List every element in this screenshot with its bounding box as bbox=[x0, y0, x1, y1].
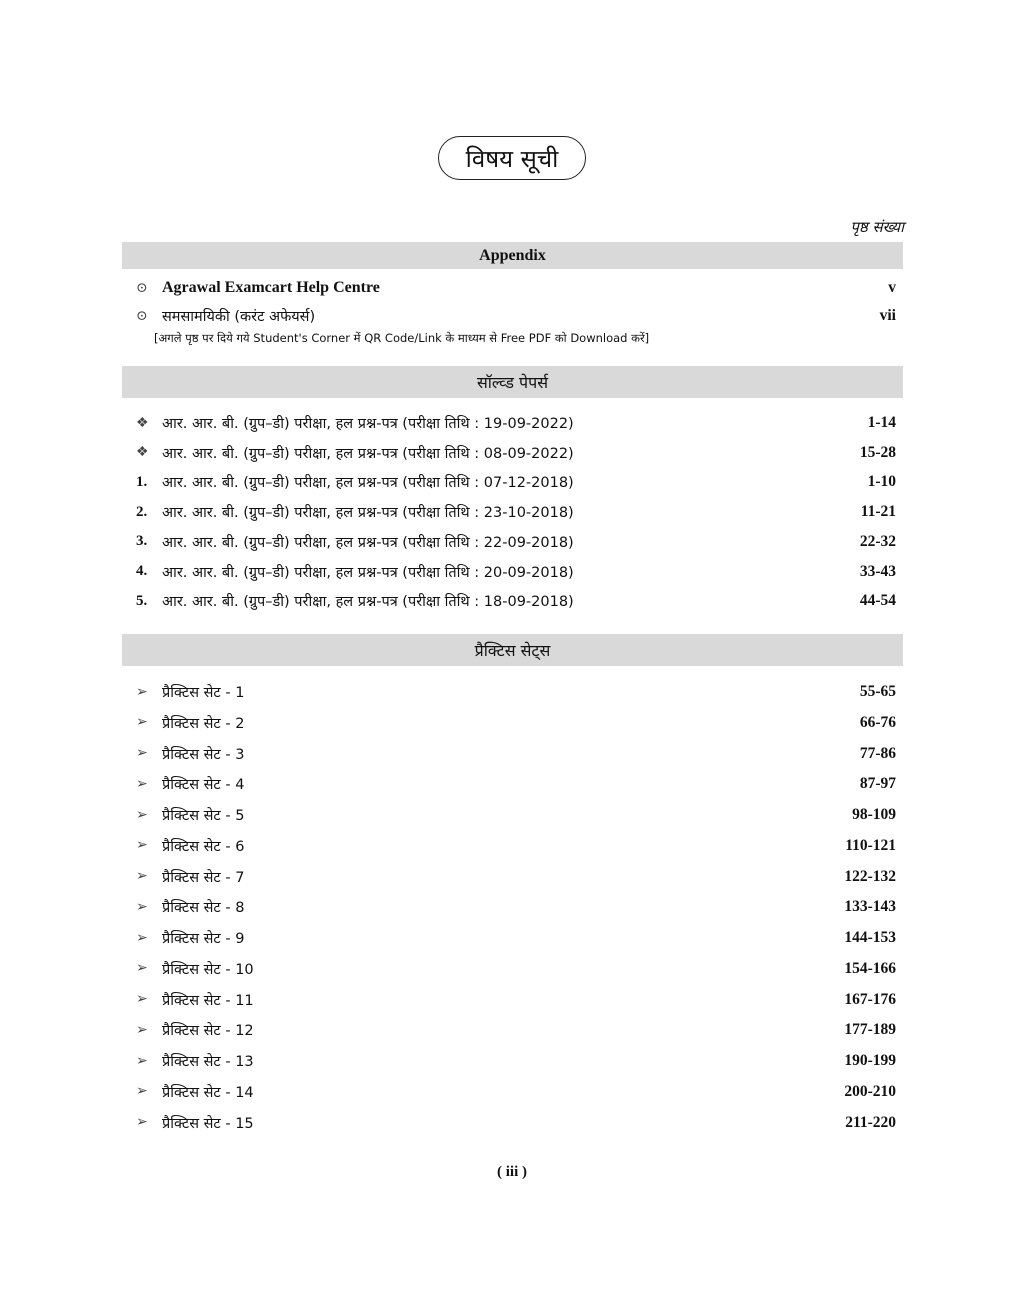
toc-row-appendix[interactable] bbox=[136, 276, 896, 300]
toc-row-solved-paper[interactable] bbox=[136, 589, 896, 613]
toc-row-practice-set[interactable] bbox=[136, 1111, 896, 1135]
toc-entry-label: आर. आर. बी. (ग्रुप–डी) परीक्षा, हल प्रश्न-पत्र (परीक्षा तिथि : 22-09-2018) bbox=[162, 534, 574, 551]
toc-entry-label: प्रैक्टिस सेट - 15 bbox=[162, 1115, 254, 1132]
item-number: 4. bbox=[136, 563, 148, 579]
diamond-bullet-icon: ❖ bbox=[136, 415, 149, 431]
toc-entry-page: 190-199 bbox=[844, 1052, 896, 1069]
toc-entry-label: प्रैक्टिस सेट - 6 bbox=[162, 838, 245, 855]
circle-dot-icon: ⊙ bbox=[136, 308, 148, 324]
page-number-footer: ( iii ) bbox=[497, 1164, 527, 1180]
toc-entry-label: प्रैक्टिस सेट - 14 bbox=[162, 1084, 254, 1101]
toc-row-practice-set[interactable] bbox=[136, 772, 896, 796]
item-number: 1. bbox=[136, 473, 148, 490]
toc-entry-page: 211-220 bbox=[845, 1113, 896, 1131]
toc-row-solved-paper[interactable] bbox=[136, 500, 896, 524]
toc-entry-label: प्रैक्टिस सेट - 1 bbox=[162, 685, 245, 701]
toc-entry-label: आर. आर. बी. (ग्रुप–डी) परीक्षा, हल प्रश्न-पत्र (परीक्षा तिथि : 19-09-2022) bbox=[162, 416, 574, 432]
toc-entry-label: प्रैक्टिस सेट - 3 bbox=[162, 746, 245, 763]
toc-row-practice-set[interactable] bbox=[136, 895, 896, 919]
arrowhead-bullet-icon: ➢ bbox=[136, 746, 148, 761]
page-title: विषय सूची bbox=[438, 136, 586, 180]
toc-entry-page: 77-86 bbox=[859, 744, 896, 762]
download-note: [अगले पृष्ठ पर दिये गये Student's Corner में QR Code/Link के माध्यम से Free PDF को Download करें] bbox=[154, 331, 650, 345]
toc-entry-label: आर. आर. बी. (ग्रुप–डी) परीक्षा, हल प्रश्न-पत्र (परीक्षा तिथि : 07-12-2018) bbox=[162, 475, 574, 492]
toc-entry-label: प्रैक्टिस सेट - 10 bbox=[162, 961, 254, 978]
toc-entry-page: 1-14 bbox=[867, 414, 896, 431]
toc-row-practice-set[interactable] bbox=[136, 988, 896, 1012]
toc-row-solved-paper[interactable] bbox=[136, 470, 896, 494]
toc-row-solved-paper[interactable] bbox=[136, 441, 896, 465]
toc-row-practice-set[interactable] bbox=[136, 680, 896, 704]
toc-entry-page: 66-76 bbox=[859, 713, 896, 731]
arrowhead-bullet-icon: ➢ bbox=[136, 992, 148, 1007]
item-number: 2. bbox=[136, 503, 148, 520]
arrowhead-bullet-icon: ➢ bbox=[136, 1022, 148, 1038]
page-number-column-label: पृष्ठ संख्या bbox=[850, 218, 904, 236]
toc-entry-label: आर. आर. बी. (ग्रुप–डी) परीक्षा, हल प्रश्न-पत्र (परीक्षा तिथि : 18-09-2018) bbox=[162, 594, 574, 611]
item-number: 5. bbox=[136, 592, 148, 609]
practice-sets-heading: प्रैक्टिस सेट्स bbox=[122, 634, 903, 666]
arrowhead-bullet-icon: ➢ bbox=[136, 930, 148, 946]
arrowhead-bullet-icon: ➢ bbox=[136, 1115, 148, 1130]
toc-entry-page: v bbox=[888, 279, 896, 296]
toc-row-solved-paper[interactable] bbox=[136, 411, 896, 435]
toc-row-practice-set[interactable] bbox=[136, 865, 896, 889]
toc-row-practice-set[interactable] bbox=[136, 1018, 896, 1042]
toc-entry-label: प्रैक्टिस सेट - 4 bbox=[162, 777, 245, 794]
toc-entry-label: प्रैक्टिस सेट - 9 bbox=[162, 931, 245, 947]
toc-entry-page: 11-21 bbox=[860, 503, 896, 521]
solved-papers-heading: सॉल्व्ड पेपर्स bbox=[122, 366, 903, 398]
toc-row-practice-set[interactable] bbox=[136, 926, 896, 950]
toc-entry-page: 154-166 bbox=[844, 959, 896, 977]
toc-entry-label: आर. आर. बी. (ग्रुप–डी) परीक्षा, हल प्रश्न-पत्र (परीक्षा तिथि : 23-10-2018) bbox=[162, 505, 574, 522]
toc-entry-label: Agrawal Examcart Help Centre bbox=[162, 279, 380, 296]
toc-entry-label: प्रैक्टिस सेट - 11 bbox=[162, 992, 254, 1009]
toc-entry-page: 1-10 bbox=[867, 473, 896, 491]
toc-row-practice-set[interactable] bbox=[136, 834, 896, 858]
item-number: 3. bbox=[136, 533, 148, 550]
arrowhead-bullet-icon: ➢ bbox=[136, 684, 148, 700]
toc-row-solved-paper[interactable] bbox=[136, 560, 896, 584]
appendix-heading: Appendix bbox=[122, 242, 903, 269]
arrowhead-bullet-icon: ➢ bbox=[136, 838, 148, 854]
toc-entry-page: 167-176 bbox=[844, 990, 896, 1008]
toc-entry-label: प्रैक्टिस सेट - 7 bbox=[162, 869, 245, 886]
arrowhead-bullet-icon: ➢ bbox=[136, 776, 148, 792]
toc-entry-page: 110-121 bbox=[845, 836, 896, 854]
arrowhead-bullet-icon: ➢ bbox=[136, 807, 148, 823]
toc-entry-page: 15-28 bbox=[859, 443, 896, 461]
toc-entry-label: प्रैक्टिस सेट - 12 bbox=[162, 1023, 254, 1040]
toc-row-practice-set[interactable] bbox=[136, 957, 896, 981]
toc-entry-page: 44-54 bbox=[859, 592, 896, 610]
toc-entry-label: प्रैक्टिस सेट - 8 bbox=[162, 900, 245, 917]
toc-row-practice-set[interactable] bbox=[136, 742, 896, 766]
toc-entry-page: 133-143 bbox=[844, 898, 896, 916]
toc-entry-page: 98-109 bbox=[852, 806, 896, 823]
toc-entry-page: vii bbox=[879, 307, 896, 324]
toc-entry-label: आर. आर. बी. (ग्रुप–डी) परीक्षा, हल प्रश्न-पत्र (परीक्षा तिथि : 08-09-2022) bbox=[162, 445, 574, 462]
toc-entry-page: 55-65 bbox=[859, 683, 896, 700]
toc-entry-page: 87-97 bbox=[859, 775, 896, 793]
toc-row-appendix[interactable] bbox=[136, 304, 896, 328]
toc-entry-page: 22-32 bbox=[859, 532, 896, 550]
toc-row-practice-set[interactable] bbox=[136, 711, 896, 735]
arrowhead-bullet-icon: ➢ bbox=[136, 1084, 148, 1100]
toc-row-practice-set[interactable] bbox=[136, 1049, 896, 1073]
toc-entry-label: प्रैक्टिस सेट - 2 bbox=[162, 715, 245, 732]
toc-row-practice-set[interactable] bbox=[136, 803, 896, 827]
toc-entry-page: 200-210 bbox=[844, 1082, 896, 1100]
toc-entry-page: 177-189 bbox=[844, 1021, 896, 1039]
circle-dot-icon: ⊙ bbox=[136, 280, 148, 296]
arrowhead-bullet-icon: ➢ bbox=[136, 869, 148, 884]
toc-entry-label: आर. आर. बी. (ग्रुप–डी) परीक्षा, हल प्रश्न-पत्र (परीक्षा तिथि : 20-09-2018) bbox=[162, 564, 574, 581]
toc-entry-label: प्रैक्टिस सेट - 13 bbox=[162, 1054, 254, 1070]
diamond-bullet-icon: ❖ bbox=[136, 445, 149, 461]
arrowhead-bullet-icon: ➢ bbox=[136, 715, 148, 731]
toc-row-practice-set[interactable] bbox=[136, 1080, 896, 1104]
arrowhead-bullet-icon: ➢ bbox=[136, 1053, 148, 1069]
toc-entry-page: 144-153 bbox=[844, 929, 896, 946]
arrowhead-bullet-icon: ➢ bbox=[136, 961, 148, 977]
toc-entry-page: 122-132 bbox=[844, 867, 896, 885]
toc-entry-page: 33-43 bbox=[859, 562, 896, 580]
toc-entry-label: समसामयिकी (करंट अफेयर्स) bbox=[162, 309, 316, 325]
toc-row-solved-paper[interactable] bbox=[136, 530, 896, 554]
arrowhead-bullet-icon: ➢ bbox=[136, 899, 148, 915]
toc-entry-label: प्रैक्टिस सेट - 5 bbox=[162, 808, 245, 824]
